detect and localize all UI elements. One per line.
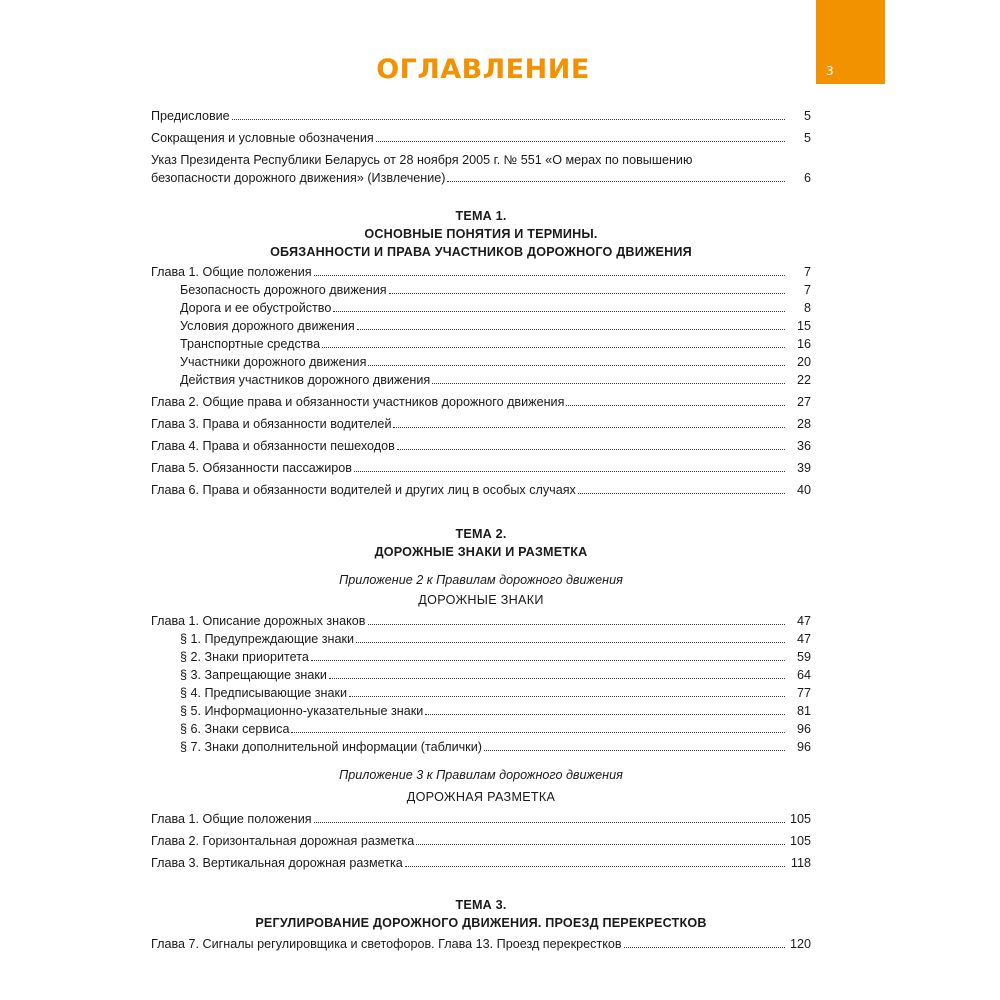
toc-entry[interactable] — [151, 720, 811, 738]
dot-leader — [349, 696, 785, 697]
toc-entry-page: 120 — [789, 937, 811, 951]
toc-entry-page: 39 — [796, 461, 811, 475]
toc-entry-page: 105 — [789, 812, 811, 826]
dot-leader — [314, 275, 785, 276]
toc-entry[interactable] — [151, 702, 811, 720]
toc-entry-label: Глава 1. Общие положения — [151, 265, 312, 279]
topic-title: ОСНОВНЫЕ ПОНЯТИЯ И ТЕРМИНЫ. — [364, 227, 598, 241]
toc-entry[interactable] — [151, 832, 811, 850]
toc-entry[interactable] — [151, 281, 811, 299]
toc-entry[interactable] — [151, 684, 811, 702]
toc-entry[interactable] — [151, 335, 811, 353]
toc-entry-label: Сокращения и условные обозначения — [151, 131, 374, 145]
toc-entry-page: 36 — [796, 439, 811, 453]
dot-leader — [432, 383, 785, 384]
toc-entry[interactable] — [151, 810, 811, 828]
toc-entry-label: Условия дорожного движения — [180, 319, 355, 333]
toc-entry-label: Глава 4. Права и обязанности пешеходов — [151, 439, 395, 453]
toc-entry-page: 77 — [796, 686, 811, 700]
toc-entry-page: 16 — [796, 337, 811, 351]
dot-leader — [447, 181, 785, 182]
toc-entry-page: 28 — [796, 417, 811, 431]
toc-entry-label: Глава 2. Общие права и обязанности участников дорожного движения — [151, 395, 565, 409]
toc-entry[interactable] — [151, 666, 811, 684]
dot-leader — [376, 141, 785, 142]
toc-entry-page: 7 — [803, 283, 811, 297]
dot-leader — [389, 293, 785, 294]
toc-entry-label: § 1. Предупреждающие знаки — [180, 632, 355, 646]
appendix-note: Приложение 3 к Правилам дорожного движения — [339, 768, 623, 782]
toc-entry-label: Глава 2. Горизонтальная дорожная разметка — [151, 834, 415, 848]
toc-entry-label: Безопасность дорожного движения — [180, 283, 387, 297]
dot-leader — [314, 822, 785, 823]
dot-leader — [368, 624, 786, 625]
dot-leader — [311, 660, 785, 661]
toc-entry[interactable] — [151, 107, 811, 125]
dot-leader — [291, 732, 785, 733]
toc-entry[interactable] — [151, 630, 811, 648]
toc-entry-page: 118 — [790, 856, 811, 870]
toc-entry-label: Глава 7. Сигналы регулировщика и светофоров. Глава 13. Проезд перекрестков — [151, 937, 622, 951]
topic-title: ОБЯЗАННОСТИ И ПРАВА УЧАСТНИКОВ ДОРОЖНОГО ДВИЖЕНИЯ — [270, 245, 692, 259]
toc-entry-label: § 2. Знаки приоритета — [180, 650, 309, 664]
toc-entry-label: безопасности дорожного движения» (Извлечение) — [151, 171, 446, 185]
toc-entry-label: Глава 6. Права и обязанности водителей и других лиц в особых случаях — [151, 483, 576, 497]
dot-leader — [624, 947, 785, 948]
toc-entry-label: § 7. Знаки дополнительной информации (таблички) — [180, 740, 482, 754]
dot-leader — [393, 427, 785, 428]
section-title: ДОРОЖНАЯ РАЗМЕТКА — [406, 790, 556, 804]
toc-entry[interactable] — [151, 481, 811, 499]
toc-entry-label: Глава 1. Общие положения — [151, 812, 312, 826]
page-number: 3 — [826, 64, 834, 78]
toc-entry-page: 22 — [796, 373, 811, 387]
toc-entry-label: § 5. Информационно-указательные знаки — [180, 704, 424, 718]
dot-leader — [354, 471, 785, 472]
toc-entry-page: 6 — [803, 171, 811, 185]
toc-entry-page: 15 — [796, 319, 811, 333]
toc-entry-label: Глава 3. Права и обязанности водителей — [151, 417, 392, 431]
dot-leader — [232, 119, 785, 120]
toc-entry[interactable] — [151, 459, 811, 477]
dot-leader — [322, 347, 785, 348]
topic-title: ДОРОЖНЫЕ ЗНАКИ И РАЗМЕТКА — [374, 545, 588, 559]
topic-number: ТЕМА 2. — [455, 527, 507, 541]
toc-entry-label-line1: Указ Президента Республики Беларусь от 28 ноября 2005 г. № 551 «О мерах по повышению — [151, 153, 693, 167]
toc-entry-label: Предисловие — [151, 109, 230, 123]
toc-entry-label: Действия участников дорожного движения — [180, 373, 431, 387]
toc-entry-page: 5 — [803, 109, 811, 123]
toc — [151, 107, 811, 953]
toc-entry-page: 96 — [796, 740, 811, 754]
topic-title: РЕГУЛИРОВАНИЕ ДОРОЖНОГО ДВИЖЕНИЯ. ПРОЕЗД ПЕРЕКРЕСТКОВ — [255, 916, 707, 930]
toc-entry-label: Транспортные средства — [180, 337, 321, 351]
dot-leader — [578, 493, 785, 494]
dot-leader — [397, 449, 785, 450]
toc-entry-page: 20 — [796, 355, 811, 369]
toc-entry-page: 96 — [796, 722, 811, 736]
topic-number: ТЕМА 3. — [455, 898, 507, 912]
toc-entry-label: § 4. Предписывающие знаки — [180, 686, 348, 700]
toc-entry-page: 64 — [796, 668, 811, 682]
toc-entry[interactable] — [151, 648, 811, 666]
toc-entry-page: 105 — [789, 834, 811, 848]
toc-entry-page: 40 — [796, 483, 811, 497]
toc-entry-label: Глава 5. Обязанности пассажиров — [151, 461, 352, 475]
toc-entry[interactable] — [151, 263, 811, 281]
toc-entry[interactable] — [151, 169, 811, 187]
toc-entry-page: 7 — [803, 265, 811, 279]
toc-entry-page: 8 — [803, 301, 811, 315]
toc-entry[interactable] — [151, 317, 811, 335]
dot-leader — [329, 678, 785, 679]
dot-leader — [356, 642, 785, 643]
toc-entry[interactable] — [151, 854, 811, 872]
dot-leader — [425, 714, 785, 715]
toc-entry-label: Глава 3. Вертикальная дорожная разметка — [151, 856, 403, 870]
toc-entry-page: 47 — [796, 632, 811, 646]
toc-entry[interactable] — [151, 129, 811, 147]
toc-entry-label: Глава 1. Описание дорожных знаков — [151, 614, 366, 628]
toc-entry[interactable] — [151, 393, 811, 411]
toc-entry-page: 47 — [796, 614, 811, 628]
toc-entry[interactable] — [151, 437, 811, 455]
toc-entry[interactable] — [151, 353, 811, 371]
dot-leader — [333, 311, 785, 312]
dot-leader — [368, 365, 785, 366]
toc-entry[interactable] — [151, 371, 811, 389]
dot-leader — [405, 866, 785, 867]
dot-leader — [357, 329, 785, 330]
dot-leader — [484, 750, 785, 751]
toc-entry[interactable] — [151, 299, 811, 317]
page-title: ОГЛАВЛЕНИЕ — [376, 54, 590, 85]
toc-entry[interactable] — [151, 415, 811, 433]
toc-entry[interactable] — [151, 935, 811, 953]
toc-entry-page: 81 — [796, 704, 811, 718]
toc-entry-page: 27 — [796, 395, 811, 409]
toc-entry-label: Дорога и ее обустройство — [180, 301, 332, 315]
toc-entry-page: 5 — [803, 131, 811, 145]
toc-entry-label: § 3. Запрещающие знаки — [180, 668, 327, 682]
toc-entry[interactable] — [151, 612, 811, 630]
dot-leader — [416, 844, 785, 845]
appendix-note: Приложение 2 к Правилам дорожного движения — [339, 573, 623, 587]
section-title: ДОРОЖНЫЕ ЗНАКИ — [418, 593, 544, 607]
toc-entry-page: 59 — [796, 650, 811, 664]
topic-number: ТЕМА 1. — [455, 209, 507, 223]
dot-leader — [566, 405, 785, 406]
toc-entry[interactable] — [151, 738, 811, 756]
toc-entry-label: Участники дорожного движения — [180, 355, 367, 369]
toc-entry-label: § 6. Знаки сервиса — [180, 722, 290, 736]
